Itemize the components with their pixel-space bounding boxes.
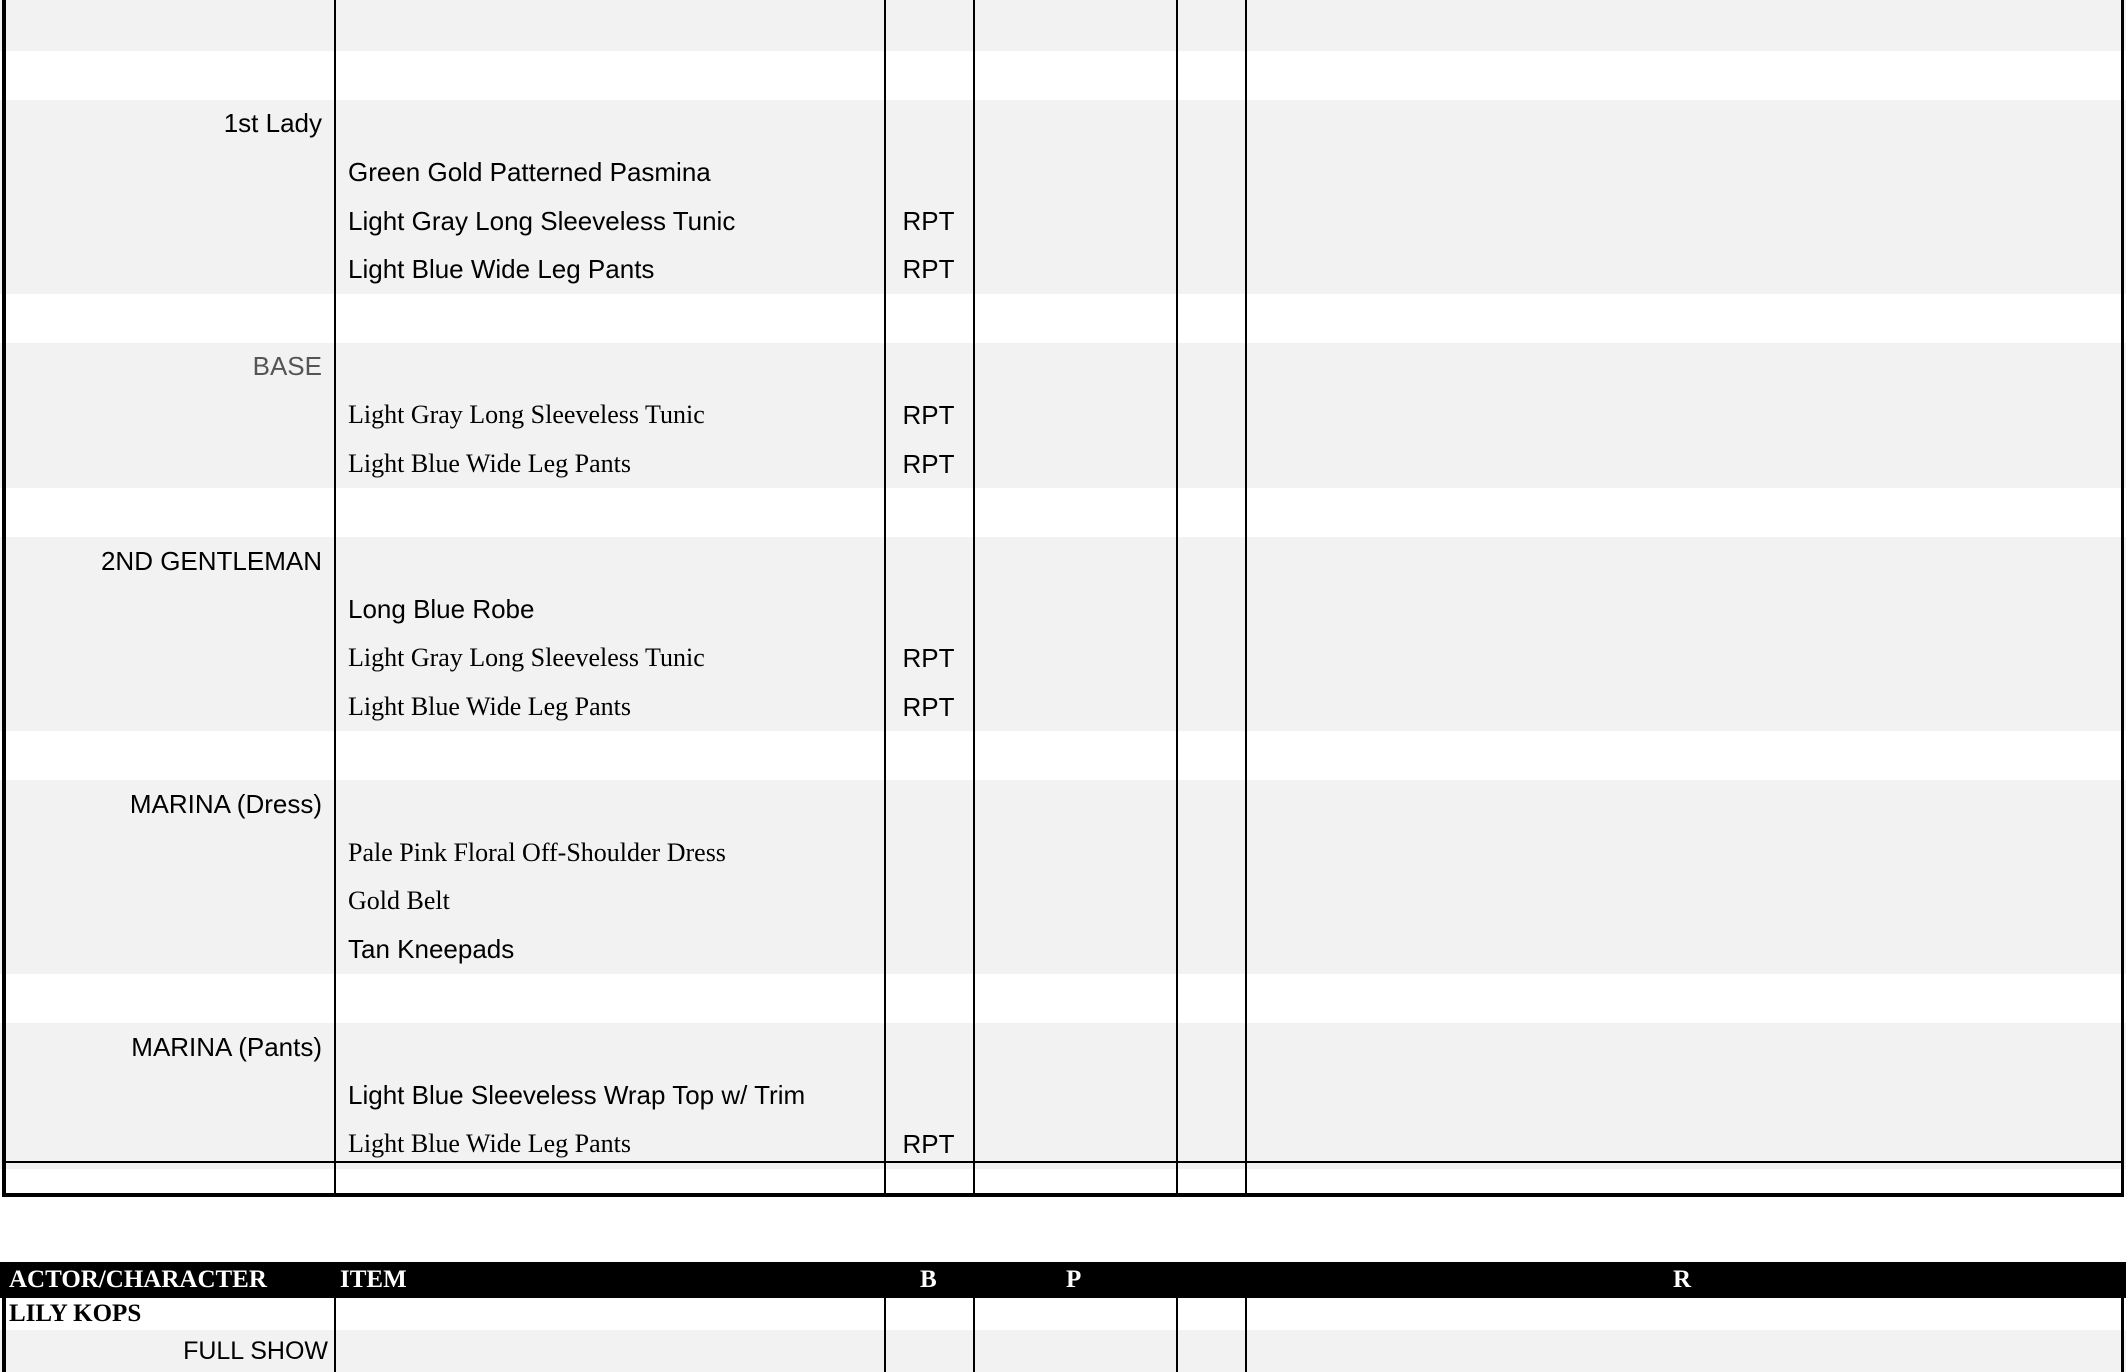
b-cell: RPT	[902, 448, 955, 479]
table2-actor-row	[0, 1298, 2126, 1330]
b-cell	[886, 148, 971, 197]
table-row	[0, 197, 2126, 246]
b-cell: RPT	[902, 254, 955, 285]
table-row	[0, 877, 2126, 926]
actor-character-cell	[0, 926, 322, 975]
table-row	[0, 100, 2126, 149]
actor-character-cell	[0, 634, 322, 683]
item-cell	[348, 488, 868, 537]
b-cell	[886, 780, 971, 829]
item-cell: Gold Belt	[348, 886, 450, 916]
actor-character-cell: MARINA (Pants)	[131, 1031, 322, 1062]
header-b: B	[920, 1266, 937, 1293]
item-cell	[348, 343, 868, 392]
actor-character-cell	[0, 197, 322, 246]
table1-col-divider-p	[1176, 0, 1178, 1196]
table-row	[0, 391, 2126, 440]
actor-character-cell	[0, 391, 322, 440]
header-r: R	[1673, 1266, 1692, 1293]
b-cell	[886, 537, 971, 586]
item-cell	[348, 294, 868, 343]
item-cell: Long Blue Robe	[348, 594, 535, 625]
item-cell	[348, 780, 868, 829]
actor-character-cell	[0, 148, 322, 197]
item-cell: Light Blue Wide Leg Pants	[348, 254, 655, 285]
table1-col-divider-actor	[334, 0, 336, 1196]
b-cell	[886, 0, 971, 51]
b-cell	[886, 1071, 971, 1120]
header-actor-character: ACTOR/CHARACTER	[9, 1266, 267, 1293]
table2-header-row	[0, 1262, 2126, 1298]
table1-bottom-border	[2, 1193, 2124, 1197]
table1-last-row-line	[4, 1161, 2124, 1163]
section-label: FULL SHOW	[183, 1336, 328, 1365]
item-cell	[348, 974, 868, 1023]
b-cell	[886, 294, 971, 343]
item-cell: Light Blue Sleeveless Wrap Top w/ Trim	[348, 1080, 806, 1111]
actor-character-cell: 2ND GENTLEMAN	[100, 545, 322, 576]
table-row	[0, 0, 2126, 51]
table-row	[0, 343, 2126, 392]
table-row	[0, 683, 2126, 732]
item-cell: Light Gray Long Sleeveless Tunic	[348, 400, 705, 430]
table2-col-divider-item	[884, 1298, 886, 1372]
table2-col-divider-p	[1176, 1298, 1178, 1372]
actor-character-cell	[0, 488, 322, 537]
actor-character-cell	[0, 440, 322, 489]
actor-character-cell	[0, 245, 322, 294]
b-cell	[886, 974, 971, 1023]
b-cell: RPT	[902, 642, 955, 673]
b-cell	[886, 731, 971, 780]
actor-character-cell	[0, 877, 322, 926]
item-cell: Tan Kneepads	[348, 934, 515, 965]
b-cell	[886, 51, 971, 100]
table-row	[0, 1023, 2126, 1072]
item-cell: Light Blue Wide Leg Pants	[348, 692, 631, 722]
actor-character-cell	[0, 586, 322, 635]
item-cell: Light Blue Wide Leg Pants	[348, 449, 631, 479]
table-row	[0, 148, 2126, 197]
table-row	[0, 586, 2126, 635]
table2-section-row	[0, 1330, 2126, 1372]
table2-col-divider-actor	[334, 1298, 336, 1372]
actor-character-cell: BASE	[252, 351, 322, 382]
actor-character-cell: 1st Lady	[223, 108, 322, 139]
b-cell	[886, 343, 971, 392]
table1-col-divider-b	[973, 0, 975, 1196]
actor-character-cell	[0, 51, 322, 100]
table-row	[0, 51, 2126, 100]
b-cell	[886, 1023, 971, 1072]
table1-left-border	[2, 0, 6, 1196]
item-cell	[348, 731, 868, 780]
b-cell: RPT	[902, 691, 955, 722]
table-row	[0, 634, 2126, 683]
item-cell: Pale Pink Floral Off-Shoulder Dress	[348, 837, 726, 867]
actor-character-cell	[0, 1071, 322, 1120]
table-row	[0, 1071, 2126, 1120]
actor-character-cell	[0, 0, 322, 51]
actor-name: LILY KOPS	[9, 1300, 142, 1327]
b-cell	[886, 100, 971, 149]
table2-left-border	[2, 1298, 6, 1372]
item-cell	[348, 1023, 868, 1072]
header-item: ITEM	[340, 1266, 407, 1293]
table-row	[0, 829, 2126, 878]
actor-character-cell	[0, 731, 322, 780]
table1-col-divider-item	[884, 0, 886, 1196]
table-row	[0, 780, 2126, 829]
table-row	[0, 440, 2126, 489]
table-row	[0, 974, 2126, 1023]
b-cell: RPT	[902, 1128, 955, 1159]
b-cell: RPT	[902, 399, 955, 430]
table1-col-divider-p2	[1245, 0, 1247, 1196]
table-row	[0, 245, 2126, 294]
item-cell: Light Blue Wide Leg Pants	[348, 1129, 631, 1159]
actor-character-cell	[0, 829, 322, 878]
item-cell: Light Gray Long Sleeveless Tunic	[348, 643, 705, 673]
table1-right-border	[2121, 0, 2124, 1196]
actor-character-cell	[0, 294, 322, 343]
actor-character-cell: MARINA (Dress)	[129, 788, 322, 819]
table-row	[0, 294, 2126, 343]
table-row	[0, 537, 2126, 586]
table-row	[0, 488, 2126, 537]
item-cell	[348, 537, 868, 586]
header-p: P	[1066, 1266, 1082, 1293]
b-cell	[886, 926, 971, 975]
item-cell: Light Gray Long Sleeveless Tunic	[348, 205, 736, 236]
table2-right-border	[2121, 1298, 2124, 1372]
item-cell	[348, 51, 868, 100]
actor-character-cell	[0, 683, 322, 732]
item-cell	[348, 100, 868, 149]
b-cell	[886, 829, 971, 878]
b-cell	[886, 586, 971, 635]
table2-col-divider-p2	[1245, 1298, 1247, 1372]
b-cell	[886, 877, 971, 926]
b-cell	[886, 488, 971, 537]
table2-col-divider-b	[973, 1298, 975, 1372]
b-cell: RPT	[902, 205, 955, 236]
item-cell: Green Gold Patterned Pasmina	[348, 156, 711, 187]
item-cell	[348, 0, 868, 51]
table-row	[0, 731, 2126, 780]
table-row	[0, 926, 2126, 975]
actor-character-cell	[0, 974, 322, 1023]
